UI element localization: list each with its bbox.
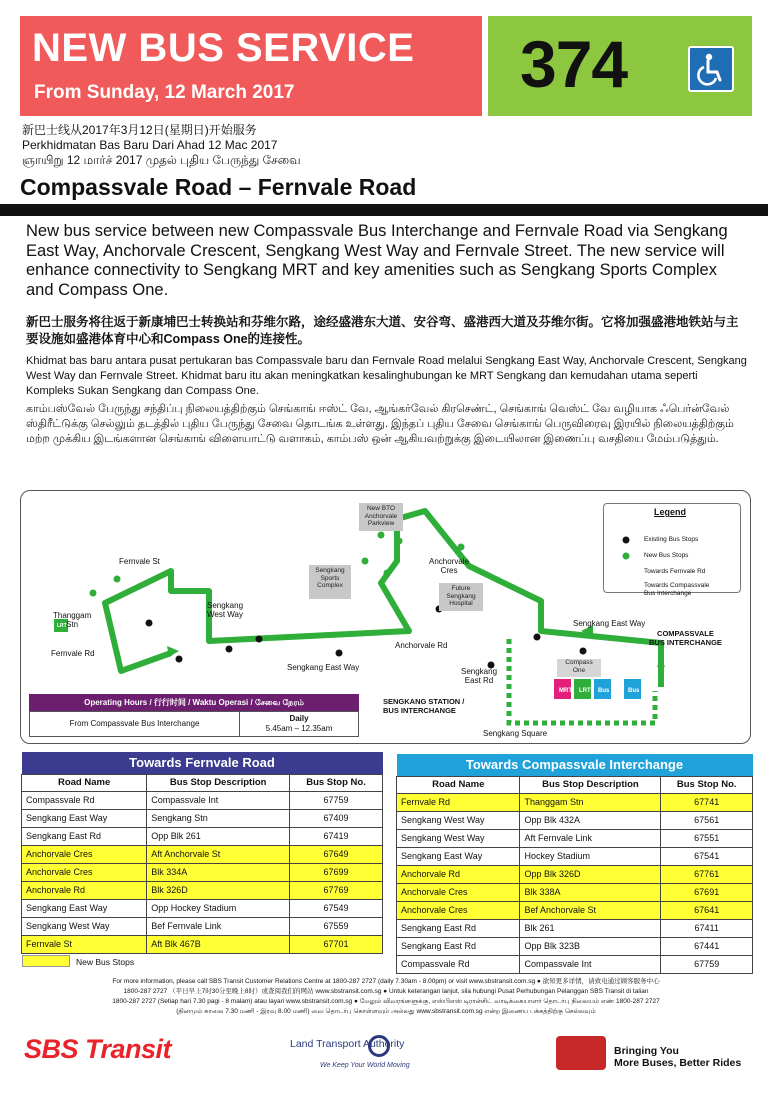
- road-name-cell: Sengkang East Way: [397, 847, 520, 865]
- stop-description-cell: Sengkang Stn: [147, 809, 290, 827]
- road-name-cell: Anchorvale Rd: [22, 881, 147, 899]
- wheelchair-accessible-icon: [688, 46, 734, 92]
- column-header: Bus Stop No.: [290, 774, 383, 791]
- road-name-cell: Anchorvale Cres: [22, 863, 147, 881]
- operating-hours-body: [29, 711, 359, 737]
- stop-description-cell: Aft Fernvale Link: [520, 829, 661, 847]
- label-bus: Bus: [598, 688, 610, 694]
- road-name-cell: Fernvale Rd: [397, 793, 520, 811]
- table-row: [397, 865, 753, 883]
- column-header: Bus Stop No.: [661, 776, 753, 793]
- divider-bar: [0, 204, 768, 216]
- table-row: [397, 919, 753, 937]
- stop-number-cell: 67759: [290, 791, 383, 809]
- table-row: [397, 937, 753, 955]
- stop-description-cell: Bef Anchorvale St: [520, 901, 661, 919]
- stop-description-cell: Aft Blk 467B: [147, 935, 290, 953]
- lta-name: Land Transport Authority: [290, 1038, 405, 1050]
- stop-description-cell: Opp Hockey Stadium: [147, 899, 290, 917]
- existing-stop: [226, 646, 233, 653]
- legend-existing: Existing Bus Stops: [644, 536, 699, 543]
- subtitle-ta: ஞாயிறு 12 மார்ச் 2017 முதல் புதிய பேருந்து சேவை: [22, 153, 301, 167]
- lta-emblem-icon: [368, 1035, 390, 1057]
- description-ta: காம்பஸ்வேல் பேருந்து சந்திப்பு நிலையத்திற்கும் செங்காங் ஈஸ்ட் வே, ஆங்கர்வேல் கிரசெண்ட், செங்காங் வெஸ்ட் வே வழியாக ஃபெர்ன்வேல் ஸ்திரீட்டுக்கு செல்லும் தடத்தில் புதிய பேருந்து சேவை தொடங்க உள்ளது. இந்தப் புதிய சேவை செங்காங் பெருவிரைவு இரயில் நிலையத்திற்கும் மற்ற முக்கிய இடங்களான செங்காங் விளையாட்டு வளாகம், காம்பஸ் ஒன் ஆகியவற்றுக்கு இடையிலான இணைப்பு வசதியை மேம்படுத்தும்.: [26, 403, 734, 445]
- label-fernvale-st: Fernvale St: [119, 557, 160, 566]
- description-en: New bus service between new Compassvale Bus Interchange and Fernvale Road via Sengkang East Way, Anchorvale Crescent, Sengkang West Way and Fernvale Street. The new service will enhance connectivity to Sengkang MRT and key amenities such as Sengkang Sports Complex and Compass One.: [26, 222, 728, 299]
- table-row: [22, 899, 383, 917]
- existing-stop: [580, 648, 587, 655]
- operating-hours: [29, 694, 359, 738]
- new-stop: [362, 558, 369, 565]
- road-name-cell: Anchorvale Cres: [397, 901, 520, 919]
- label-sengkang-west-way: Sengkang West Way: [207, 601, 244, 619]
- new-stop: [384, 570, 391, 577]
- translated-subtitles: [22, 123, 301, 168]
- label-bus-2: Bus: [628, 688, 640, 694]
- label-sengkang-east-way: Sengkang East Way: [287, 663, 360, 672]
- operating-hours-header: Operating Hours / 行行时间 / Waktu Operasi / சேவை நேரம்: [29, 694, 359, 711]
- label-anchorvale-cres: Anchorvale Cres: [429, 557, 470, 575]
- table-towards-fernvale: [21, 752, 383, 954]
- landmark-sports-complex: Sengkang Sports Complex: [309, 565, 351, 599]
- new-stop: [396, 538, 403, 545]
- road-name-cell: Anchorvale Cres: [397, 883, 520, 901]
- label-lrt-2: LRT: [57, 623, 67, 629]
- service-number: 374: [520, 27, 628, 101]
- description-zh: 新巴士服务将往返于新康埔巴士转换站和芬维尔路，途经盛港东大道、安谷弯、盛港西大道及芬维尔街。它将加强盛港地铁站与主要设施如盛港体育中心和Compass One的连接性。: [26, 315, 739, 346]
- existing-stop: [336, 650, 343, 657]
- bus-emblem-icon: [556, 1036, 606, 1070]
- stop-description-cell: Blk 334A: [147, 863, 290, 881]
- label-anchorvale-rd: Anchorvale Rd: [395, 641, 448, 650]
- table-row: [397, 811, 753, 829]
- stop-description-cell: Blk 261: [520, 919, 661, 937]
- existing-stop: [256, 636, 263, 643]
- table-row: [22, 791, 383, 809]
- route-arrow: [167, 646, 179, 657]
- lta-tagline: We Keep Your World Moving: [320, 1062, 410, 1069]
- route-map: [20, 490, 751, 744]
- sbs-transit-logo: SBS Transit: [24, 1034, 172, 1064]
- stop-number-cell: 67411: [661, 919, 753, 937]
- stop-number-cell: 67541: [661, 847, 753, 865]
- label-compassvale-interchange: COMPASSVALE BUS INTERCHANGE: [649, 629, 722, 647]
- table-towards-compassvale: [396, 754, 753, 974]
- road-name-cell: Compassvale Rd: [397, 955, 520, 973]
- label-lrt: LRT: [579, 688, 591, 694]
- tagline: Bringing You More Buses, Better Rides: [614, 1045, 742, 1069]
- label-sengkang-square: Sengkang Square: [483, 729, 548, 738]
- stop-description-cell: Opp Blk 432A: [520, 811, 661, 829]
- stop-description-cell: Blk 338A: [520, 883, 661, 901]
- new-stops-swatch: [22, 955, 70, 967]
- stop-description-cell: Thanggam Stn: [520, 793, 661, 811]
- road-name-cell: Sengkang East Rd: [397, 919, 520, 937]
- table-header-row: [397, 776, 753, 793]
- stop-description-cell: Compassvale Int: [520, 955, 661, 973]
- subtitle-zh: 新巴士线从2017年3月12日(星期日)开始服务: [22, 123, 257, 137]
- landmark-new-bto: New BTO Anchorvale Parkview: [359, 503, 403, 531]
- existing-stop: [146, 620, 153, 627]
- legend-title: Legend: [654, 507, 687, 517]
- column-header: Road Name: [397, 776, 520, 793]
- stop-number-cell: 67769: [290, 881, 383, 899]
- stop-number-cell: 67759: [661, 955, 753, 973]
- road-name-cell: Anchorvale Rd: [397, 865, 520, 883]
- stop-number-cell: 67699: [290, 863, 383, 881]
- stop-number-cell: 67409: [290, 809, 383, 827]
- operating-hours-times: [240, 714, 358, 734]
- description-ms: Khidmat bas baru antara pusat pertukaran bas Compassvale baru dan Fernvale Road melalui Sengkang East Way, Anchorvale Crescent, Sengkang West Way dan Fernvale Street. Khidmat baru itu akan meningkatkan kesalinghubungan ke MRT Sengkang dan kemudahan utama seperti Kompleks Sukan Sengkang dan Compass One.: [26, 355, 747, 397]
- road-name-cell: Anchorvale Cres: [22, 845, 147, 863]
- subtitle-ms: Perkhidmatan Bas Baru Dari Ahad 12 Mac 2017: [22, 138, 278, 152]
- footer-contact: [22, 977, 750, 1017]
- stop-number-cell: 67649: [290, 845, 383, 863]
- legend-new: New Bus Stops: [644, 552, 689, 559]
- table-row: [397, 883, 753, 901]
- footer-line: (தினமும் காலை 7.30 மணி - இரவு 8.00 மணி) வை தொடர்பு கொள்ளவும் அல்லது www.sbstransit.com.sg என்ற இணைய பக்கத்திற்கு செல்லவும்: [176, 1008, 596, 1015]
- stop-number-cell: 67419: [290, 827, 383, 845]
- label-sengkang-east-rd: Sengkang East Rd: [461, 667, 498, 685]
- new-stops-label: New Bus Stops: [76, 957, 135, 967]
- table-row: [22, 917, 383, 935]
- column-header: Road Name: [22, 774, 147, 791]
- stop-number-cell: 67691: [661, 883, 753, 901]
- table-row: [22, 863, 383, 881]
- operating-hours-range: 5.45am – 12.35am: [265, 724, 333, 733]
- road-name-cell: Sengkang East Rd: [22, 827, 147, 845]
- table-row: [22, 845, 383, 863]
- table-title-row: [397, 754, 753, 776]
- stop-description-cell: Blk 326D: [147, 881, 290, 899]
- road-name-cell: Sengkang West Way: [22, 917, 147, 935]
- existing-stop: [176, 656, 183, 663]
- new-stop: [90, 590, 97, 597]
- road-name-cell: Fernvale St: [22, 935, 147, 953]
- label-fernvale-rd: Fernvale Rd: [51, 649, 95, 658]
- label-sengkang-east-way-2: Sengkang East Way: [573, 619, 646, 628]
- table-row: [397, 955, 753, 973]
- header-banner: [20, 16, 482, 116]
- table-title: Towards Fernvale Road: [22, 752, 383, 774]
- road-name-cell: Sengkang East Way: [22, 809, 147, 827]
- table-row: [397, 847, 753, 865]
- operating-hours-daily: Daily: [289, 714, 309, 723]
- route-title: Compassvale Road – Fernvale Road: [20, 174, 417, 200]
- stop-description-cell: Bef Fernvale Link: [147, 917, 290, 935]
- table-title: Towards Compassvale Interchange: [397, 754, 753, 776]
- stop-number-cell: 67701: [290, 935, 383, 953]
- map-legend: [603, 503, 741, 597]
- stop-number-cell: 67741: [661, 793, 753, 811]
- table-row: [397, 829, 753, 847]
- stop-number-cell: 67551: [661, 829, 753, 847]
- landmark-compass-one: Compass One: [557, 659, 601, 677]
- table-row: [22, 809, 383, 827]
- table-row: [397, 793, 753, 811]
- column-header: Bus Stop Description: [520, 776, 661, 793]
- start-date: From Sunday, 12 March 2017: [34, 82, 295, 103]
- label-sengkang-station: SENGKANG STATION / BUS INTERCHANGE: [383, 697, 465, 715]
- legend-towards-fernvale: Towards Fernvale Rd: [644, 568, 706, 575]
- new-stop: [114, 576, 121, 583]
- column-header: Bus Stop Description: [147, 774, 290, 791]
- table-row: [22, 935, 383, 953]
- label-mrt: MRT: [559, 688, 572, 694]
- service-number-box: [488, 16, 752, 116]
- stop-number-cell: 67761: [661, 865, 753, 883]
- stop-number-cell: 67441: [661, 937, 753, 955]
- landmark-future-hospital: Future Sengkang Hospital: [439, 583, 483, 611]
- stop-number-cell: 67641: [661, 901, 753, 919]
- stop-description-cell: Opp Blk 326D: [520, 865, 661, 883]
- new-stop: [378, 532, 385, 539]
- label-thanggam: Thanggam Stn: [53, 611, 92, 629]
- road-name-cell: Sengkang West Way: [397, 811, 520, 829]
- new-stop: [458, 544, 465, 551]
- legend-towards-compassvale: Towards Compassvale Bus Interchange: [644, 582, 710, 597]
- footer-line: For more information, please call SBS Transit Customer Relations Centre at 1800-287 2727 (daily 7.30am - 8.00pm) or visit www.sbstransit.com.sg ● 欲知更多详情，请致电通过顾客服务中心: [112, 978, 660, 985]
- table-row: [397, 901, 753, 919]
- road-name-cell: Sengkang East Rd: [397, 937, 520, 955]
- road-name-cell: Sengkang West Way: [397, 829, 520, 847]
- stop-description-cell: Hockey Stadium: [520, 847, 661, 865]
- table-row: [22, 881, 383, 899]
- operating-hours-from: From Compassvale Bus Interchange: [30, 712, 240, 736]
- stop-number-cell: 67549: [290, 899, 383, 917]
- stop-description-cell: Compassvale Int: [147, 791, 290, 809]
- stop-description-cell: Opp Blk 323B: [520, 937, 661, 955]
- stop-number-cell: 67559: [290, 917, 383, 935]
- stop-description-cell: Opp Blk 261: [147, 827, 290, 845]
- footer-line: 1800-287 2727 (Setiap hari 7.30 pagi - 8 malam) atau layari www.sbstransit.com.sg ● மேலும் விவரங்களுக்கு, எஸ்பிஎஸ் டிரான்சிட் வாடிக்கையாளர் தொடர்பு நிலையம் எண் 1800-287 2727: [112, 998, 660, 1005]
- footer-line: 1800-287 2727 （平日早上7时30分至晚上8时）或查阅我们的网站 www.sbstransit.com.sg ● Untuk keterangan lanjut, sila hubungi Pusat Perhubungan Pelanggan SBS Transit di talian: [123, 988, 649, 995]
- table-row: [22, 827, 383, 845]
- table-title-row: [22, 752, 383, 774]
- table-header-row: [22, 774, 383, 791]
- headline: NEW BUS SERVICE: [32, 26, 415, 70]
- stop-number-cell: 67561: [661, 811, 753, 829]
- road-name-cell: Compassvale Rd: [22, 791, 147, 809]
- road-name-cell: Sengkang East Way: [22, 899, 147, 917]
- existing-stop: [534, 634, 541, 641]
- stop-description-cell: Aft Anchorvale St: [147, 845, 290, 863]
